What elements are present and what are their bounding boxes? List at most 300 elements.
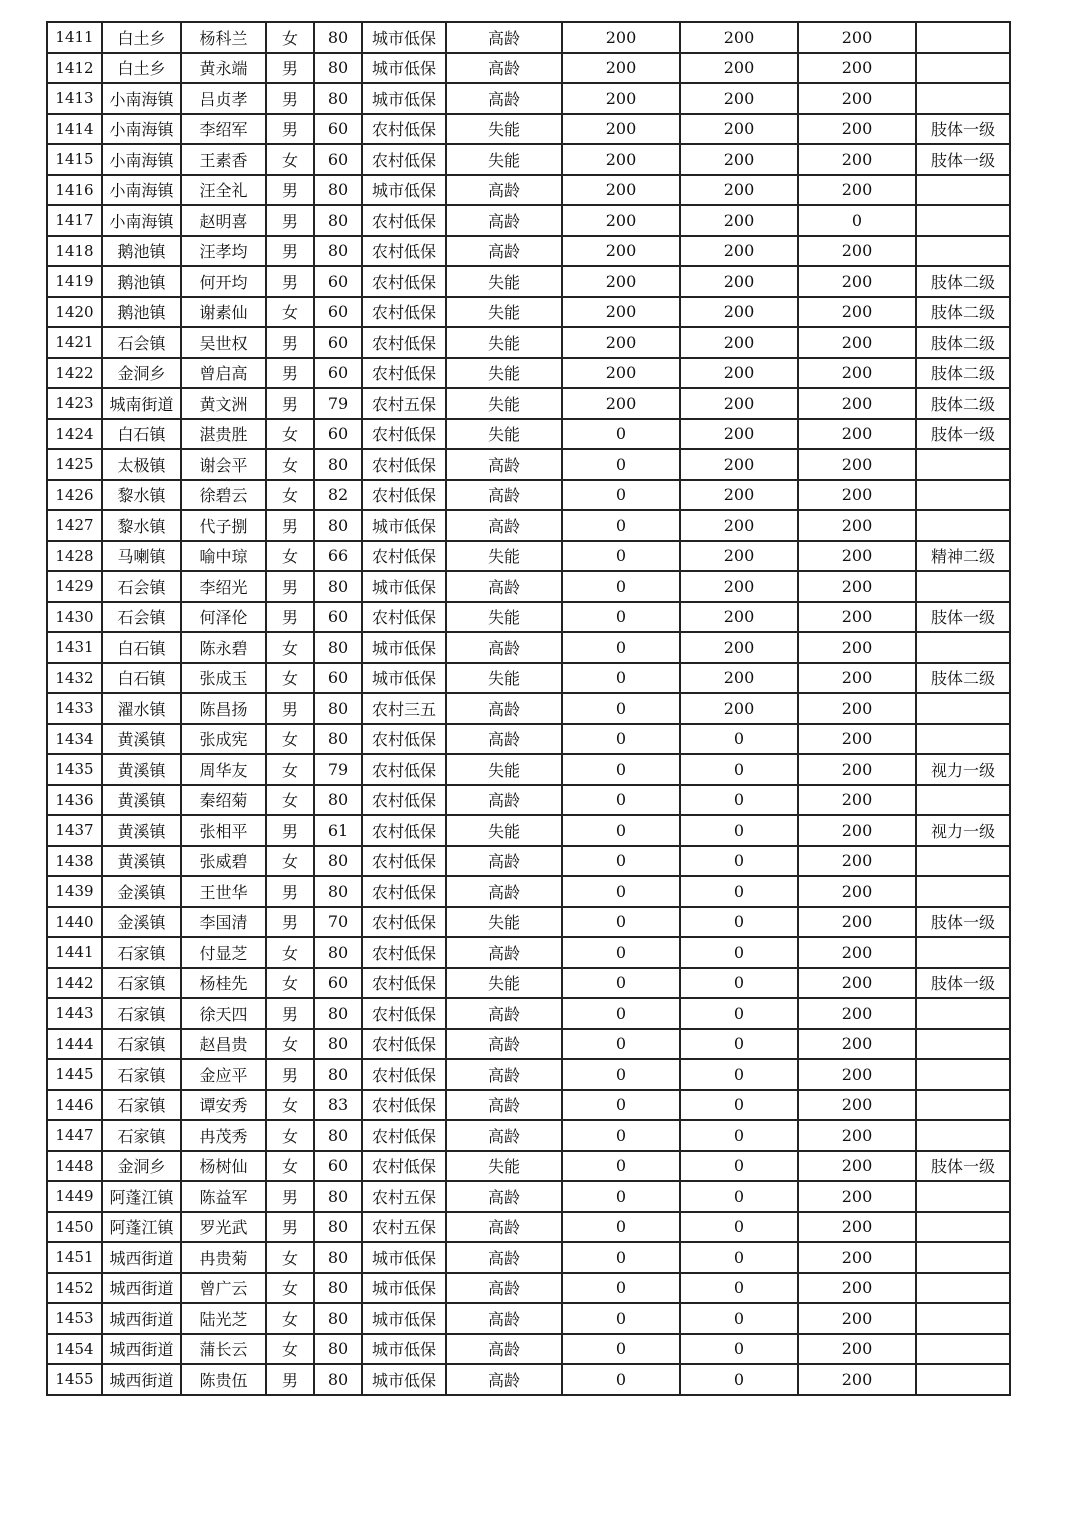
person-name-cell: 赵明喜 [181, 205, 266, 236]
person-name-cell: 何泽伦 [181, 602, 266, 633]
gender-cell: 女 [266, 449, 314, 480]
person-name-cell: 吕贞孝 [181, 83, 266, 114]
amount-1-cell: 0 [562, 1059, 680, 1090]
assistance-type-cell: 农村低保 [362, 1151, 446, 1182]
township-cell: 石家镇 [102, 1059, 181, 1090]
gender-cell: 男 [266, 1059, 314, 1090]
disability-grade-cell: 肢体一级 [916, 602, 1010, 633]
assistance-type-cell: 农村低保 [362, 968, 446, 999]
assistance-type-cell: 农村低保 [362, 754, 446, 785]
age-cell: 80 [314, 236, 362, 267]
township-cell: 石会镇 [102, 602, 181, 633]
person-name-cell: 湛贵胜 [181, 419, 266, 450]
category-cell: 失能 [446, 327, 562, 358]
row-number-cell: 1428 [47, 541, 102, 572]
person-name-cell: 罗光武 [181, 1212, 266, 1243]
gender-cell: 女 [266, 1151, 314, 1182]
age-cell: 60 [314, 1151, 362, 1182]
row-number-cell: 1439 [47, 876, 102, 907]
row-number-cell: 1435 [47, 754, 102, 785]
disability-grade-cell [916, 1212, 1010, 1243]
person-name-cell: 汪孝均 [181, 236, 266, 267]
category-cell: 高龄 [446, 632, 562, 663]
amount-3-cell: 200 [798, 1303, 916, 1334]
amount-3-cell: 200 [798, 571, 916, 602]
gender-cell: 男 [266, 327, 314, 358]
amount-2-cell: 200 [680, 571, 798, 602]
disability-grade-cell [916, 205, 1010, 236]
amount-2-cell: 200 [680, 602, 798, 633]
amount-3-cell: 200 [798, 1334, 916, 1365]
row-number-cell: 1433 [47, 693, 102, 724]
disability-grade-cell: 肢体二级 [916, 663, 1010, 694]
table-row [47, 1090, 1010, 1121]
gender-cell: 男 [266, 1181, 314, 1212]
township-cell: 黄溪镇 [102, 846, 181, 877]
age-cell: 80 [314, 1242, 362, 1273]
amount-2-cell: 200 [680, 53, 798, 84]
table-row [47, 1212, 1010, 1243]
assistance-type-cell: 农村低保 [362, 541, 446, 572]
benefit-table [46, 21, 1011, 1396]
row-number-cell: 1437 [47, 815, 102, 846]
assistance-type-cell: 城市低保 [362, 22, 446, 53]
table-row [47, 358, 1010, 389]
township-cell: 城西街道 [102, 1303, 181, 1334]
disability-grade-cell: 肢体二级 [916, 358, 1010, 389]
age-cell: 80 [314, 1212, 362, 1243]
row-number-cell: 1448 [47, 1151, 102, 1182]
row-number-cell: 1440 [47, 907, 102, 938]
row-number-cell: 1450 [47, 1212, 102, 1243]
assistance-type-cell: 城市低保 [362, 1273, 446, 1304]
gender-cell: 女 [266, 480, 314, 511]
amount-3-cell: 200 [798, 297, 916, 328]
township-cell: 金溪镇 [102, 907, 181, 938]
amount-1-cell: 0 [562, 1364, 680, 1395]
township-cell: 黄溪镇 [102, 815, 181, 846]
assistance-type-cell: 城市低保 [362, 1334, 446, 1365]
amount-3-cell: 200 [798, 1120, 916, 1151]
table-row [47, 663, 1010, 694]
gender-cell: 女 [266, 1334, 314, 1365]
row-number-cell: 1415 [47, 144, 102, 175]
category-cell: 高龄 [446, 785, 562, 816]
township-cell: 石家镇 [102, 1029, 181, 1060]
disability-grade-cell: 肢体二级 [916, 327, 1010, 358]
township-cell: 石家镇 [102, 1120, 181, 1151]
disability-grade-cell: 肢体一级 [916, 968, 1010, 999]
age-cell: 80 [314, 83, 362, 114]
age-cell: 60 [314, 968, 362, 999]
person-name-cell: 吴世权 [181, 327, 266, 358]
person-name-cell: 何开均 [181, 266, 266, 297]
amount-2-cell: 0 [680, 754, 798, 785]
row-number-cell: 1420 [47, 297, 102, 328]
amount-2-cell: 200 [680, 144, 798, 175]
gender-cell: 女 [266, 846, 314, 877]
disability-grade-cell [916, 1303, 1010, 1334]
disability-grade-cell [916, 449, 1010, 480]
assistance-type-cell: 农村低保 [362, 449, 446, 480]
amount-1-cell: 200 [562, 53, 680, 84]
assistance-type-cell: 农村低保 [362, 419, 446, 450]
gender-cell: 女 [266, 541, 314, 572]
person-name-cell: 陆光芝 [181, 1303, 266, 1334]
disability-grade-cell [916, 724, 1010, 755]
table-row [47, 907, 1010, 938]
row-number-cell: 1455 [47, 1364, 102, 1395]
amount-2-cell: 200 [680, 693, 798, 724]
table-row [47, 144, 1010, 175]
amount-3-cell: 200 [798, 480, 916, 511]
table-row [47, 297, 1010, 328]
township-cell: 城西街道 [102, 1273, 181, 1304]
assistance-type-cell: 农村低保 [362, 297, 446, 328]
table-row [47, 1242, 1010, 1273]
table-body [47, 22, 1010, 1395]
row-number-cell: 1442 [47, 968, 102, 999]
age-cell: 80 [314, 785, 362, 816]
category-cell: 高龄 [446, 1303, 562, 1334]
assistance-type-cell: 城市低保 [362, 663, 446, 694]
amount-1-cell: 200 [562, 175, 680, 206]
amount-1-cell: 200 [562, 205, 680, 236]
amount-2-cell: 0 [680, 1029, 798, 1060]
amount-1-cell: 0 [562, 754, 680, 785]
gender-cell: 女 [266, 724, 314, 755]
amount-2-cell: 200 [680, 480, 798, 511]
row-number-cell: 1418 [47, 236, 102, 267]
category-cell: 高龄 [446, 1273, 562, 1304]
disability-grade-cell [916, 1059, 1010, 1090]
gender-cell: 男 [266, 1212, 314, 1243]
amount-2-cell: 0 [680, 785, 798, 816]
category-cell: 失能 [446, 1151, 562, 1182]
township-cell: 鹅池镇 [102, 297, 181, 328]
amount-3-cell: 200 [798, 144, 916, 175]
table-row [47, 236, 1010, 267]
gender-cell: 女 [266, 632, 314, 663]
gender-cell: 男 [266, 175, 314, 206]
assistance-type-cell: 城市低保 [362, 1303, 446, 1334]
assistance-type-cell: 农村低保 [362, 266, 446, 297]
township-cell: 小南海镇 [102, 83, 181, 114]
age-cell: 82 [314, 480, 362, 511]
amount-2-cell: 200 [680, 175, 798, 206]
amount-1-cell: 0 [562, 510, 680, 541]
disability-grade-cell [916, 236, 1010, 267]
category-cell: 高龄 [446, 449, 562, 480]
category-cell: 失能 [446, 602, 562, 633]
amount-1-cell: 0 [562, 785, 680, 816]
township-cell: 城西街道 [102, 1242, 181, 1273]
person-name-cell: 张威碧 [181, 846, 266, 877]
amount-3-cell: 200 [798, 327, 916, 358]
row-number-cell: 1423 [47, 388, 102, 419]
disability-grade-cell [916, 1242, 1010, 1273]
assistance-type-cell: 农村低保 [362, 876, 446, 907]
gender-cell: 女 [266, 22, 314, 53]
gender-cell: 女 [266, 297, 314, 328]
person-name-cell: 陈永碧 [181, 632, 266, 663]
amount-1-cell: 200 [562, 297, 680, 328]
person-name-cell: 徐天四 [181, 998, 266, 1029]
gender-cell: 女 [266, 1090, 314, 1121]
amount-3-cell: 200 [798, 266, 916, 297]
amount-3-cell: 200 [798, 785, 916, 816]
assistance-type-cell: 农村低保 [362, 236, 446, 267]
assistance-type-cell: 城市低保 [362, 53, 446, 84]
disability-grade-cell [916, 846, 1010, 877]
age-cell: 80 [314, 1303, 362, 1334]
row-number-cell: 1416 [47, 175, 102, 206]
table-row [47, 53, 1010, 84]
person-name-cell: 蒲长云 [181, 1334, 266, 1365]
gender-cell: 男 [266, 571, 314, 602]
age-cell: 80 [314, 22, 362, 53]
amount-1-cell: 0 [562, 724, 680, 755]
amount-1-cell: 0 [562, 907, 680, 938]
gender-cell: 男 [266, 83, 314, 114]
age-cell: 80 [314, 724, 362, 755]
category-cell: 高龄 [446, 998, 562, 1029]
disability-grade-cell: 肢体二级 [916, 266, 1010, 297]
row-number-cell: 1438 [47, 846, 102, 877]
amount-2-cell: 200 [680, 510, 798, 541]
township-cell: 金溪镇 [102, 876, 181, 907]
table-row [47, 480, 1010, 511]
assistance-type-cell: 农村低保 [362, 907, 446, 938]
category-cell: 高龄 [446, 876, 562, 907]
disability-grade-cell [916, 937, 1010, 968]
assistance-type-cell: 农村低保 [362, 937, 446, 968]
category-cell: 高龄 [446, 846, 562, 877]
age-cell: 80 [314, 1334, 362, 1365]
amount-3-cell: 200 [798, 1212, 916, 1243]
person-name-cell: 杨桂先 [181, 968, 266, 999]
amount-2-cell: 0 [680, 1151, 798, 1182]
table-row [47, 83, 1010, 114]
amount-2-cell: 200 [680, 297, 798, 328]
amount-1-cell: 0 [562, 1151, 680, 1182]
amount-3-cell: 200 [798, 663, 916, 694]
disability-grade-cell: 肢体一级 [916, 1151, 1010, 1182]
gender-cell: 女 [266, 1242, 314, 1273]
township-cell: 黄溪镇 [102, 724, 181, 755]
amount-3-cell: 200 [798, 998, 916, 1029]
age-cell: 60 [314, 419, 362, 450]
row-number-cell: 1449 [47, 1181, 102, 1212]
disability-grade-cell: 肢体一级 [916, 419, 1010, 450]
assistance-type-cell: 农村五保 [362, 1212, 446, 1243]
amount-1-cell: 200 [562, 358, 680, 389]
table-row [47, 1151, 1010, 1182]
person-name-cell: 王素香 [181, 144, 266, 175]
age-cell: 80 [314, 1181, 362, 1212]
age-cell: 80 [314, 846, 362, 877]
table-row [47, 632, 1010, 663]
amount-1-cell: 0 [562, 1212, 680, 1243]
age-cell: 60 [314, 358, 362, 389]
row-number-cell: 1411 [47, 22, 102, 53]
assistance-type-cell: 农村低保 [362, 205, 446, 236]
disability-grade-cell [916, 1120, 1010, 1151]
disability-grade-cell [916, 53, 1010, 84]
amount-2-cell: 200 [680, 632, 798, 663]
disability-grade-cell: 肢体二级 [916, 297, 1010, 328]
amount-3-cell: 200 [798, 53, 916, 84]
assistance-type-cell: 农村低保 [362, 785, 446, 816]
table-row [47, 937, 1010, 968]
amount-1-cell: 0 [562, 1029, 680, 1060]
table-row [47, 1334, 1010, 1365]
category-cell: 高龄 [446, 1059, 562, 1090]
age-cell: 80 [314, 1029, 362, 1060]
amount-1-cell: 200 [562, 83, 680, 114]
amount-2-cell: 200 [680, 205, 798, 236]
person-name-cell: 杨科兰 [181, 22, 266, 53]
category-cell: 高龄 [446, 1029, 562, 1060]
table-row [47, 693, 1010, 724]
age-cell: 80 [314, 937, 362, 968]
person-name-cell: 秦绍菊 [181, 785, 266, 816]
table-row [47, 266, 1010, 297]
township-cell: 阿蓬江镇 [102, 1181, 181, 1212]
township-cell: 城西街道 [102, 1364, 181, 1395]
amount-1-cell: 0 [562, 968, 680, 999]
category-cell: 高龄 [446, 1242, 562, 1273]
age-cell: 60 [314, 297, 362, 328]
gender-cell: 男 [266, 266, 314, 297]
gender-cell: 男 [266, 205, 314, 236]
disability-grade-cell [916, 83, 1010, 114]
township-cell: 白土乡 [102, 53, 181, 84]
township-cell: 石家镇 [102, 937, 181, 968]
amount-1-cell: 200 [562, 144, 680, 175]
category-cell: 高龄 [446, 480, 562, 511]
category-cell: 高龄 [446, 937, 562, 968]
age-cell: 60 [314, 602, 362, 633]
person-name-cell: 谭安秀 [181, 1090, 266, 1121]
assistance-type-cell: 城市低保 [362, 571, 446, 602]
table-row [47, 175, 1010, 206]
amount-1-cell: 0 [562, 693, 680, 724]
category-cell: 失能 [446, 388, 562, 419]
row-number-cell: 1414 [47, 114, 102, 145]
disability-grade-cell [916, 480, 1010, 511]
amount-2-cell: 0 [680, 1273, 798, 1304]
township-cell: 石家镇 [102, 1090, 181, 1121]
table-row [47, 1120, 1010, 1151]
gender-cell: 男 [266, 114, 314, 145]
gender-cell: 女 [266, 937, 314, 968]
amount-2-cell: 200 [680, 236, 798, 267]
age-cell: 80 [314, 693, 362, 724]
person-name-cell: 陈昌扬 [181, 693, 266, 724]
table-row [47, 968, 1010, 999]
assistance-type-cell: 农村低保 [362, 1029, 446, 1060]
gender-cell: 女 [266, 1303, 314, 1334]
township-cell: 白石镇 [102, 663, 181, 694]
amount-2-cell: 0 [680, 937, 798, 968]
row-number-cell: 1447 [47, 1120, 102, 1151]
category-cell: 失能 [446, 968, 562, 999]
table-row [47, 327, 1010, 358]
amount-1-cell: 200 [562, 388, 680, 419]
category-cell: 高龄 [446, 1212, 562, 1243]
category-cell: 失能 [446, 114, 562, 145]
table-row [47, 114, 1010, 145]
category-cell: 高龄 [446, 1090, 562, 1121]
amount-3-cell: 200 [798, 1181, 916, 1212]
amount-1-cell: 0 [562, 846, 680, 877]
disability-grade-cell [916, 1334, 1010, 1365]
row-number-cell: 1436 [47, 785, 102, 816]
assistance-type-cell: 农村低保 [362, 1120, 446, 1151]
age-cell: 60 [314, 663, 362, 694]
amount-1-cell: 0 [562, 1273, 680, 1304]
gender-cell: 男 [266, 907, 314, 938]
age-cell: 80 [314, 1273, 362, 1304]
amount-1-cell: 0 [562, 541, 680, 572]
disability-grade-cell [916, 632, 1010, 663]
township-cell: 马喇镇 [102, 541, 181, 572]
age-cell: 60 [314, 114, 362, 145]
disability-grade-cell [916, 998, 1010, 1029]
amount-2-cell: 200 [680, 388, 798, 419]
row-number-cell: 1441 [47, 937, 102, 968]
gender-cell: 女 [266, 968, 314, 999]
table-row [47, 1029, 1010, 1060]
amount-2-cell: 200 [680, 266, 798, 297]
amount-2-cell: 0 [680, 907, 798, 938]
category-cell: 高龄 [446, 22, 562, 53]
amount-1-cell: 200 [562, 22, 680, 53]
person-name-cell: 周华友 [181, 754, 266, 785]
person-name-cell: 汪全礼 [181, 175, 266, 206]
gender-cell: 女 [266, 754, 314, 785]
township-cell: 黄溪镇 [102, 754, 181, 785]
gender-cell: 女 [266, 1029, 314, 1060]
table-row [47, 22, 1010, 53]
amount-2-cell: 200 [680, 327, 798, 358]
age-cell: 80 [314, 510, 362, 541]
row-number-cell: 1454 [47, 1334, 102, 1365]
amount-2-cell: 200 [680, 114, 798, 145]
township-cell: 石会镇 [102, 327, 181, 358]
row-number-cell: 1453 [47, 1303, 102, 1334]
row-number-cell: 1429 [47, 571, 102, 602]
category-cell: 高龄 [446, 1364, 562, 1395]
township-cell: 白土乡 [102, 22, 181, 53]
gender-cell: 男 [266, 602, 314, 633]
gender-cell: 女 [266, 419, 314, 450]
gender-cell: 男 [266, 815, 314, 846]
amount-1-cell: 0 [562, 571, 680, 602]
category-cell: 失能 [446, 815, 562, 846]
township-cell: 黄溪镇 [102, 785, 181, 816]
person-name-cell: 金应平 [181, 1059, 266, 1090]
table-row [47, 602, 1010, 633]
person-name-cell: 谢会平 [181, 449, 266, 480]
row-number-cell: 1424 [47, 419, 102, 450]
age-cell: 80 [314, 205, 362, 236]
assistance-type-cell: 农村三五 [362, 693, 446, 724]
gender-cell: 男 [266, 1364, 314, 1395]
amount-1-cell: 0 [562, 419, 680, 450]
table-row [47, 419, 1010, 450]
